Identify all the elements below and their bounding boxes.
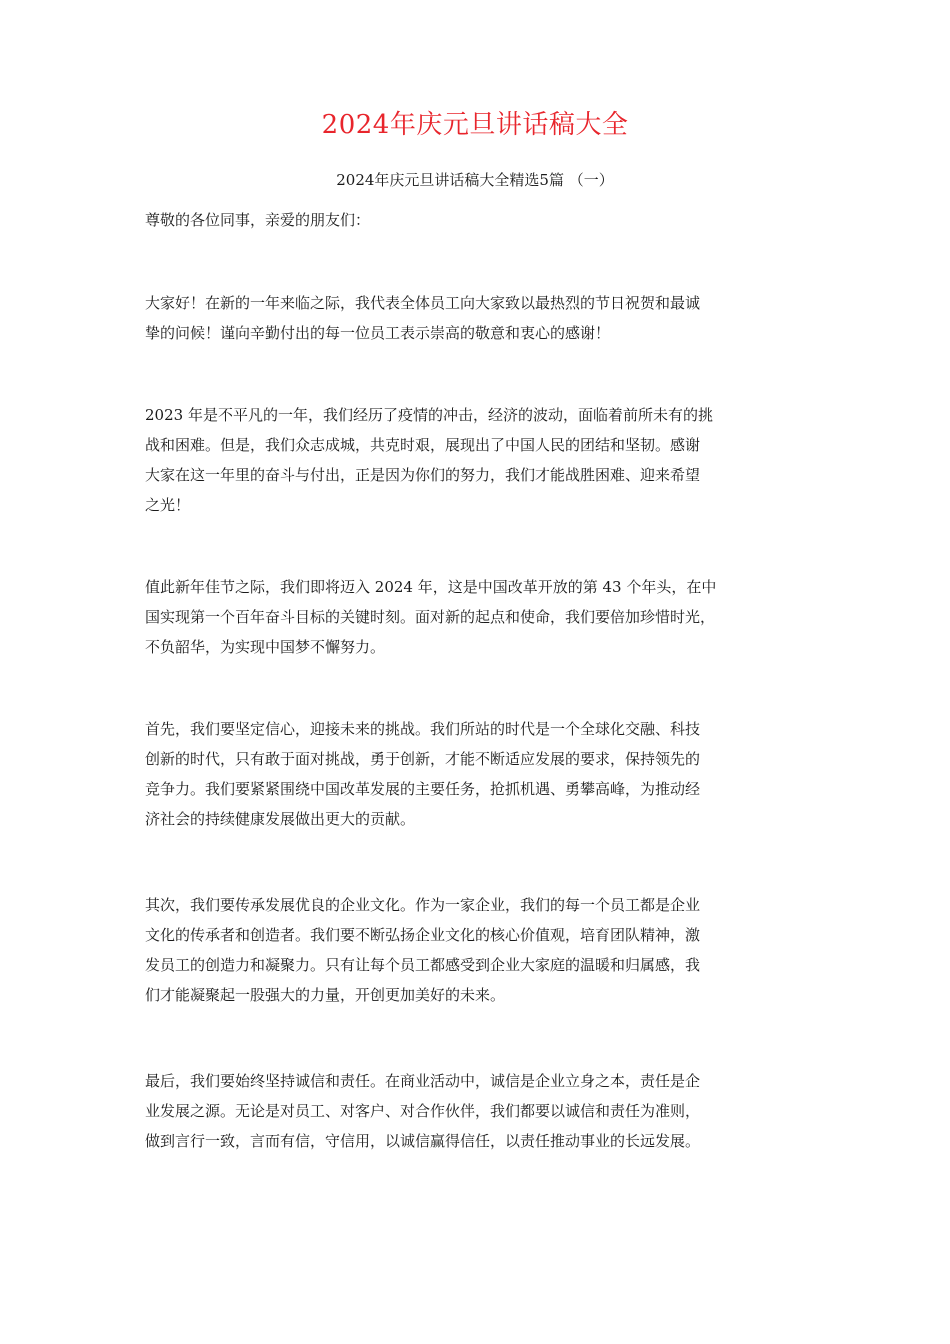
paragraph-line: 文化的传承者和创造者。我们要不断弘扬企业文化的核心价值观，培育团队精神，激 bbox=[145, 926, 701, 944]
paragraph-5 bbox=[145, 890, 810, 1010]
paragraph-line: 济社会的持续健康发展做出更大的贡献。 bbox=[145, 810, 416, 828]
paragraph-line: 其次，我们要传承发展优良的企业文化。作为一家企业，我们的每一个员工都是企业 bbox=[145, 896, 701, 914]
paragraph-3 bbox=[145, 572, 810, 662]
paragraph-line: 国实现第一个百年奋斗目标的关键时刻。面对新的起点和使命，我们要倍加珍惜时光， bbox=[145, 608, 716, 626]
paragraph-line: 最后，我们要始终坚持诚信和责任。在商业活动中，诚信是企业立身之本，责任是企 bbox=[145, 1072, 701, 1090]
paragraph-line: 业发展之源。无论是对员工、对客户、对合作伙伴，我们都要以诚信和责任为准则， bbox=[145, 1102, 701, 1120]
paragraph-line: 做到言行一致，言而有信，守信用，以诚信赢得信任，以责任推动事业的长远发展。 bbox=[145, 1132, 701, 1150]
paragraph-line: 发员工的创造力和凝聚力。只有让每个员工都感受到企业大家庭的温暖和归属感，我 bbox=[145, 956, 701, 974]
paragraph-line: 首先，我们要坚定信心，迎接未来的挑战。我们所站的时代是一个全球化交融、科技 bbox=[145, 720, 701, 738]
paragraph-4 bbox=[145, 714, 810, 834]
paragraph-line: 大家在这一年里的奋斗与付出，正是因为你们的努力，我们才能战胜困难、迎来希望 bbox=[145, 466, 701, 484]
paragraph-line: 创新的时代，只有敢于面对挑战，勇于创新，才能不断适应发展的要求，保持领先的 bbox=[145, 750, 701, 768]
paragraph-line: 们才能凝聚起一股强大的力量，开创更加美好的未来。 bbox=[145, 986, 506, 1004]
paragraph-line: 挚的问候！谨向辛勤付出的每一位员工表示崇高的敬意和衷心的感谢！ bbox=[145, 324, 611, 342]
document-subtitle: 2024年庆元旦讲话稿大全精选5篇 （一） bbox=[336, 171, 614, 189]
document-title: 2024年庆元旦讲话稿大全 bbox=[321, 110, 629, 140]
paragraph-line: 值此新年佳节之际，我们即将迈入 2024 年，这是中国改革开放的第 43 个年头，在中 bbox=[145, 578, 717, 596]
paragraph-2 bbox=[145, 400, 810, 520]
greeting-line: 尊敬的各位同事，亲爱的朋友们： bbox=[145, 211, 371, 229]
paragraph-line: 大家好！在新的一年来临之际，我代表全体员工向大家致以最热烈的节日祝贺和最诚 bbox=[145, 294, 701, 312]
paragraph-line: 战和困难。但是，我们众志成城，共克时艰，展现出了中国人民的团结和坚韧。感谢 bbox=[145, 436, 701, 454]
paragraph-line: 之光！ bbox=[145, 496, 191, 514]
paragraph-1 bbox=[145, 288, 810, 348]
paragraph-6 bbox=[145, 1066, 810, 1156]
paragraph-line: 竞争力。我们要紧紧围绕中国改革发展的主要任务，抢抓机遇、勇攀高峰，为推动经 bbox=[145, 780, 701, 798]
paragraph-line: 2023 年是不平凡的一年，我们经历了疫情的冲击，经济的波动，面临着前所未有的挑 bbox=[145, 406, 713, 424]
paragraph-line: 不负韶华，为实现中国梦不懈努力。 bbox=[145, 638, 386, 656]
